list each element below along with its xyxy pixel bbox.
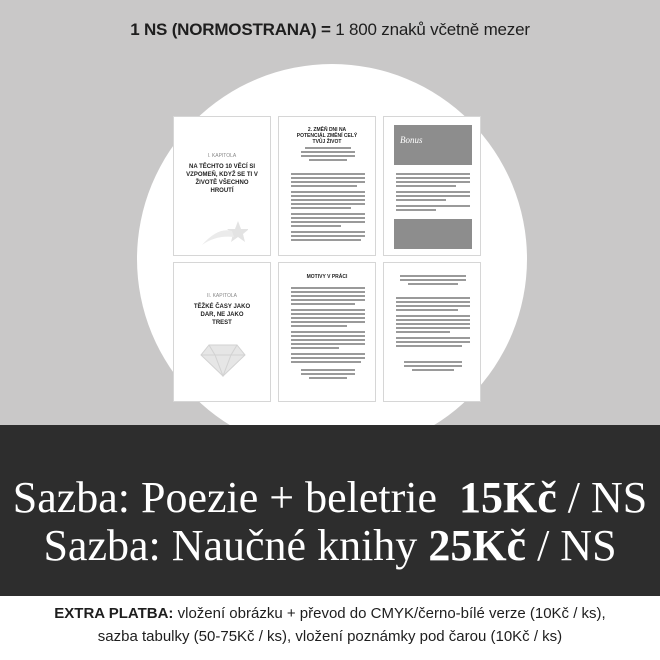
book-page-text-1 <box>278 116 376 256</box>
price-unit: / NS <box>537 521 617 570</box>
page-title: 2. ZMĚŇ DNI NA POTENCIÁL ZMĚNÍ CELÝ TVŮJ ŽIVOT <box>296 127 358 145</box>
extra-label: EXTRA PLATBA: <box>54 605 174 622</box>
headline-bold: 1 NS (NORMOSTRANA) = <box>130 20 331 39</box>
chapter-label: II. KAPITOLA <box>207 293 237 299</box>
shooting-star-icon <box>198 209 248 249</box>
book-page-bonus <box>383 116 481 256</box>
price-line-nonfiction <box>0 522 660 570</box>
page-title: MOTIVY V PRÁCI <box>306 274 348 280</box>
price-label: Sazba: Naučné knihy <box>43 521 418 570</box>
price-value: 25Kč <box>428 521 527 570</box>
headline <box>0 20 660 40</box>
chapter-label: I. KAPITOLA <box>207 153 237 159</box>
extra-line-2: sazba tabulky (50-75Kč / ks), vložení poznámky pod čarou (10Kč / ks) <box>97 628 563 645</box>
price-unit: / NS <box>567 473 648 522</box>
book-page-text-3 <box>383 262 481 402</box>
extra-line-1-text: vložení obrázku + převod do CMYK/černo-bílé verze (10Kč / ks), <box>177 605 606 622</box>
price-value: 15Kč <box>459 473 557 522</box>
bonus-heading: Bonus <box>400 135 423 145</box>
book-page-chapter-2 <box>173 262 271 402</box>
extra-fees <box>0 602 660 648</box>
price-label: Sazba: Poezie + beletrie <box>12 473 438 522</box>
diamond-icon <box>200 343 246 377</box>
chapter-title: TĚŽKÉ ČASY JAKO DAR, NE JAKO TREST <box>193 304 251 326</box>
book-page-text-2 <box>278 262 376 402</box>
price-line-poetry <box>0 474 660 522</box>
chapter-title: NA TĚCHTO 10 VĚCÍ SI VZPOMEŇ, KDYŽ SE TI V ŽIVOTĚ VŠECHNO HROUTÍ <box>186 164 258 194</box>
extra-line-1 <box>0 602 660 625</box>
book-page-chapter-1 <box>173 116 271 256</box>
headline-rest: 1 800 znaků včetně mezer <box>335 20 530 39</box>
